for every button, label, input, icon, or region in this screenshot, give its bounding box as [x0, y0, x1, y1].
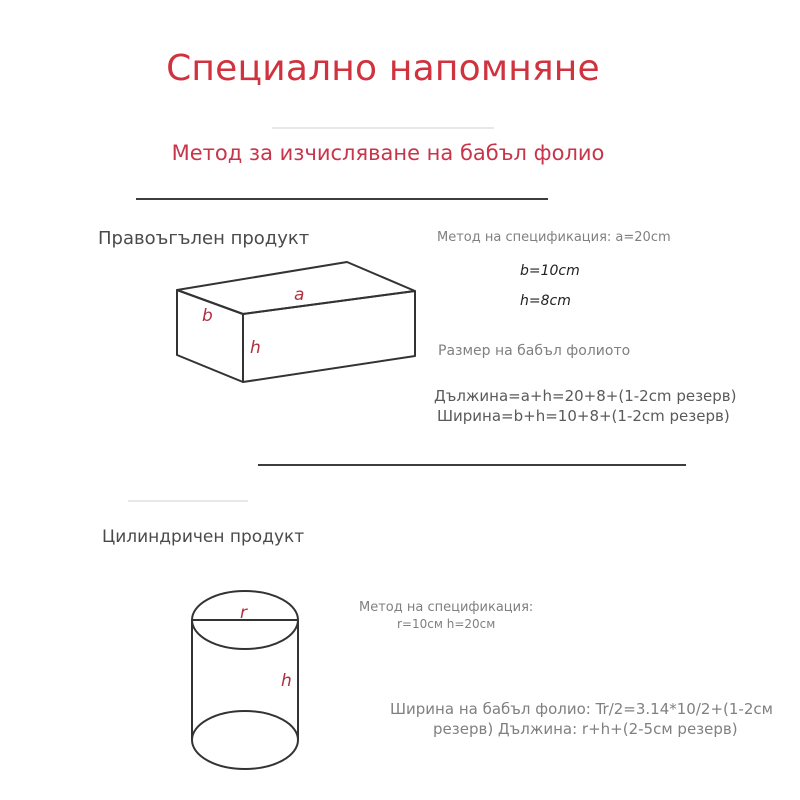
- cyl-heading: Цилиндричен продукт: [102, 527, 305, 547]
- box-front-face: [243, 291, 415, 382]
- middle-divider: [258, 464, 686, 466]
- cylinder-bottom-ellipse: [192, 711, 298, 769]
- label-r: r: [240, 603, 247, 623]
- cylinder-diagram: [182, 580, 322, 780]
- top-divider: [136, 198, 548, 200]
- cyl-formula-line2: резерв) Дължина: r+h+(2-5см резерв): [433, 720, 738, 738]
- label-b: b: [202, 306, 213, 326]
- box-side-face: [177, 290, 243, 382]
- cyl-spec-values: r=10см h=20см: [397, 617, 496, 631]
- rect-heading: Правоъгълен продукт: [98, 228, 310, 249]
- rect-b-value: b=10cm: [520, 263, 580, 279]
- page-title: Специално напомняне: [166, 48, 600, 89]
- rect-spec-label: Метод на спецификация: a=20cm: [437, 230, 671, 245]
- cyl-formula-line1: Ширина на бабъл фолио: Tr/2=3.14*10/2+(1-2см: [390, 700, 773, 718]
- faint-divider: [272, 127, 494, 129]
- rect-h-value: h=8cm: [520, 293, 571, 309]
- rectangular-box-diagram: [170, 258, 430, 398]
- rect-width-formula: Ширина=b+h=10+8+(1-2cm резерв): [437, 407, 730, 425]
- label-cyl-h: h: [281, 671, 292, 691]
- rect-length-formula: Дължина=a+h=20+8+(1-2cm резерв): [434, 387, 737, 405]
- label-h: h: [250, 338, 261, 358]
- cyl-spec-label: Метод на спецификация:: [359, 600, 534, 615]
- rect-size-label: Размер на бабъл фолиото: [438, 343, 631, 359]
- label-a: a: [294, 285, 305, 305]
- page-subtitle: Метод за изчисляване на бабъл фолио: [171, 141, 605, 165]
- faint-divider-left: [128, 500, 248, 502]
